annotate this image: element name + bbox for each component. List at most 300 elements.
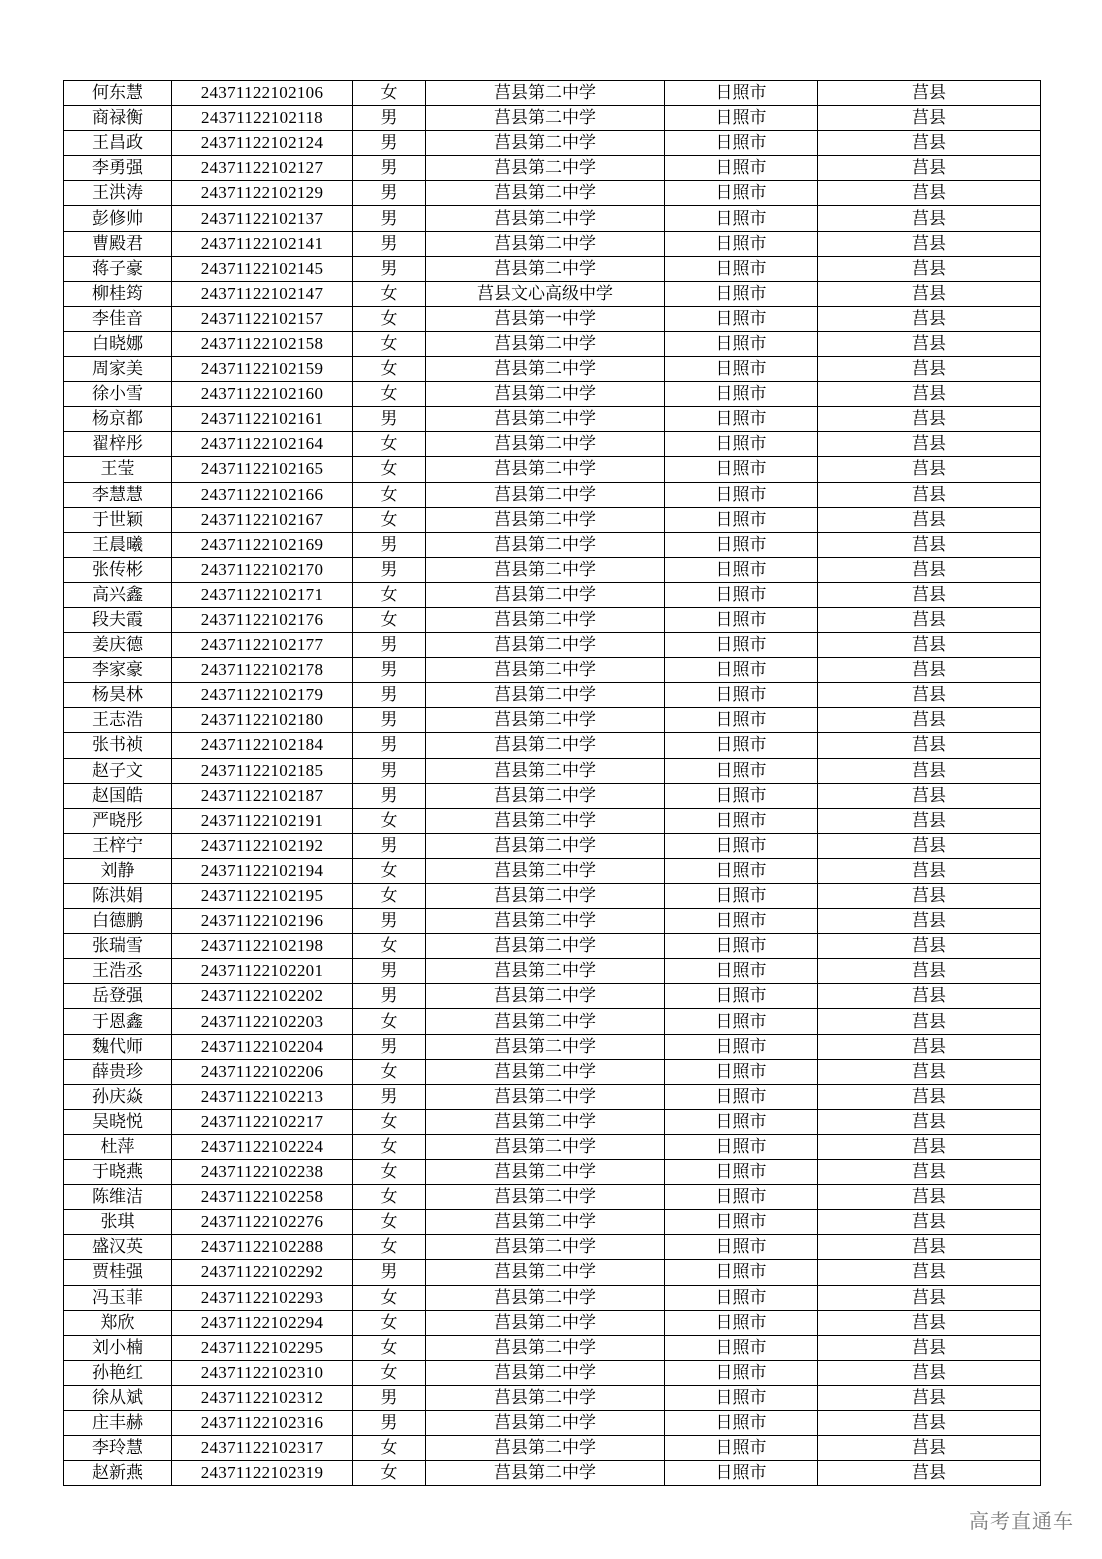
county-cell: 莒县 [818,1185,1041,1210]
gender-cell: 女 [353,607,426,632]
exam-number-cell: 24371122102137 [172,206,353,231]
exam-number-cell: 24371122102288 [172,1235,353,1260]
table-row [64,808,1041,833]
county-cell: 莒县 [818,432,1041,457]
gender-cell: 女 [353,1134,426,1159]
gender-cell: 女 [353,281,426,306]
gender-cell: 女 [353,357,426,382]
student-name-cell: 郑欣 [64,1310,172,1335]
exam-number-cell: 24371122102192 [172,833,353,858]
gender-cell: 女 [353,1009,426,1034]
student-name-cell: 杜萍 [64,1134,172,1159]
gender-cell: 女 [353,457,426,482]
gender-cell: 女 [353,1185,426,1210]
exam-number-cell: 24371122102185 [172,758,353,783]
table-row [64,281,1041,306]
school-cell: 莒县第二中学 [426,532,665,557]
table-row [64,1260,1041,1285]
student-name-cell: 严晓彤 [64,808,172,833]
table-row [64,482,1041,507]
county-cell: 莒县 [818,1360,1041,1385]
table-row [64,1436,1041,1461]
student-name-cell: 贾桂强 [64,1260,172,1285]
student-name-cell: 柳桂筠 [64,281,172,306]
county-cell: 莒县 [818,181,1041,206]
table-row [64,1210,1041,1235]
student-name-cell: 于世颖 [64,507,172,532]
table-row [64,909,1041,934]
student-name-cell: 赵国皓 [64,783,172,808]
county-cell: 莒县 [818,357,1041,382]
table-row [64,357,1041,382]
gender-cell: 男 [353,256,426,281]
table-row [64,1134,1041,1159]
school-cell: 莒县第二中学 [426,884,665,909]
gender-cell: 女 [353,1461,426,1486]
gender-cell: 男 [353,633,426,658]
gender-cell: 女 [353,482,426,507]
gender-cell: 男 [353,959,426,984]
gender-cell: 男 [353,683,426,708]
school-cell: 莒县第二中学 [426,407,665,432]
city-cell: 日照市 [665,281,818,306]
student-name-cell: 王梓宁 [64,833,172,858]
gender-cell: 男 [353,833,426,858]
city-cell: 日照市 [665,206,818,231]
school-cell: 莒县第二中学 [426,1134,665,1159]
student-name-cell: 蒋子豪 [64,256,172,281]
city-cell: 日照市 [665,658,818,683]
gender-cell: 女 [353,1310,426,1335]
county-cell: 莒县 [818,934,1041,959]
gender-cell: 女 [353,582,426,607]
school-cell: 莒县第二中学 [426,256,665,281]
school-cell: 莒县第二中学 [426,1160,665,1185]
gender-cell: 男 [353,1410,426,1435]
school-cell: 莒县第二中学 [426,106,665,131]
city-cell: 日照市 [665,884,818,909]
exam-number-cell: 24371122102206 [172,1059,353,1084]
exam-number-cell: 24371122102159 [172,357,353,382]
gender-cell: 男 [353,106,426,131]
county-cell: 莒县 [818,633,1041,658]
city-cell: 日照市 [665,131,818,156]
city-cell: 日照市 [665,1109,818,1134]
roster-table [63,80,1041,1486]
table-row [64,959,1041,984]
county-cell: 莒县 [818,733,1041,758]
student-name-cell: 段夫霞 [64,607,172,632]
gender-cell: 女 [353,1059,426,1084]
student-name-cell: 吴晓悦 [64,1109,172,1134]
exam-number-cell: 24371122102319 [172,1461,353,1486]
exam-number-cell: 24371122102202 [172,984,353,1009]
city-cell: 日照市 [665,1009,818,1034]
table-row [64,1084,1041,1109]
student-name-cell: 王洪涛 [64,181,172,206]
student-name-cell: 赵子文 [64,758,172,783]
exam-number-cell: 24371122102204 [172,1034,353,1059]
city-cell: 日照市 [665,1461,818,1486]
county-cell: 莒县 [818,507,1041,532]
gender-cell: 男 [353,1084,426,1109]
exam-number-cell: 24371122102213 [172,1084,353,1109]
student-name-cell: 白晓娜 [64,331,172,356]
gender-cell: 女 [353,808,426,833]
school-cell: 莒县第二中学 [426,1210,665,1235]
table-row [64,633,1041,658]
exam-number-cell: 24371122102178 [172,658,353,683]
exam-number-cell: 24371122102177 [172,633,353,658]
city-cell: 日照市 [665,1410,818,1435]
student-name-cell: 张书祯 [64,733,172,758]
city-cell: 日照市 [665,482,818,507]
exam-number-cell: 24371122102224 [172,1134,353,1159]
county-cell: 莒县 [818,482,1041,507]
county-cell: 莒县 [818,457,1041,482]
county-cell: 莒县 [818,106,1041,131]
city-cell: 日照市 [665,909,818,934]
gender-cell: 女 [353,432,426,457]
school-cell: 莒县第二中学 [426,1285,665,1310]
gender-cell: 男 [353,658,426,683]
county-cell: 莒县 [818,1034,1041,1059]
student-name-cell: 王浩丞 [64,959,172,984]
school-cell: 莒县第二中学 [426,231,665,256]
school-cell: 莒县第二中学 [426,758,665,783]
gender-cell: 女 [353,1436,426,1461]
school-cell: 莒县第二中学 [426,1059,665,1084]
student-name-cell: 李慧慧 [64,482,172,507]
exam-number-cell: 24371122102166 [172,482,353,507]
school-cell: 莒县第二中学 [426,1034,665,1059]
student-name-cell: 庄丰赫 [64,1410,172,1435]
city-cell: 日照市 [665,984,818,1009]
exam-number-cell: 24371122102158 [172,331,353,356]
school-cell: 莒县第二中学 [426,909,665,934]
city-cell: 日照市 [665,81,818,106]
gender-cell: 男 [353,758,426,783]
school-cell: 莒县第二中学 [426,1310,665,1335]
county-cell: 莒县 [818,758,1041,783]
table-row [64,758,1041,783]
student-name-cell: 白德鹏 [64,909,172,934]
school-cell: 莒县第二中学 [426,582,665,607]
school-cell: 莒县第二中学 [426,1385,665,1410]
county-cell: 莒县 [818,708,1041,733]
exam-number-cell: 24371122102180 [172,708,353,733]
school-cell: 莒县第二中学 [426,206,665,231]
watermark-text: 高考直通车 [969,1509,1074,1533]
county-cell: 莒县 [818,582,1041,607]
student-name-cell: 李勇强 [64,156,172,181]
gender-cell: 男 [353,407,426,432]
county-cell: 莒县 [818,833,1041,858]
table-row [64,1385,1041,1410]
city-cell: 日照市 [665,808,818,833]
city-cell: 日照市 [665,557,818,582]
city-cell: 日照市 [665,432,818,457]
exam-number-cell: 24371122102198 [172,934,353,959]
city-cell: 日照市 [665,1160,818,1185]
county-cell: 莒县 [818,81,1041,106]
school-cell: 莒县第二中学 [426,733,665,758]
county-cell: 莒县 [818,683,1041,708]
city-cell: 日照市 [665,633,818,658]
exam-number-cell: 24371122102145 [172,256,353,281]
table-row [64,858,1041,883]
gender-cell: 男 [353,1034,426,1059]
table-row [64,156,1041,181]
county-cell: 莒县 [818,1210,1041,1235]
city-cell: 日照市 [665,306,818,331]
school-cell: 莒县第二中学 [426,959,665,984]
table-row [64,557,1041,582]
school-cell: 莒县第二中学 [426,131,665,156]
table-row [64,1461,1041,1486]
exam-number-cell: 24371122102170 [172,557,353,582]
city-cell: 日照市 [665,783,818,808]
county-cell: 莒县 [818,557,1041,582]
city-cell: 日照市 [665,733,818,758]
table-row [64,582,1041,607]
exam-number-cell: 24371122102106 [172,81,353,106]
exam-number-cell: 24371122102295 [172,1335,353,1360]
gender-cell: 女 [353,858,426,883]
student-name-cell: 王志浩 [64,708,172,733]
county-cell: 莒县 [818,156,1041,181]
table-row [64,607,1041,632]
student-name-cell: 孙庆焱 [64,1084,172,1109]
gender-cell: 女 [353,1335,426,1360]
table-row [64,658,1041,683]
city-cell: 日照市 [665,1185,818,1210]
gender-cell: 男 [353,206,426,231]
exam-number-cell: 24371122102258 [172,1185,353,1210]
student-name-cell: 杨京都 [64,407,172,432]
gender-cell: 女 [353,507,426,532]
gender-cell: 女 [353,934,426,959]
city-cell: 日照市 [665,457,818,482]
exam-number-cell: 24371122102201 [172,959,353,984]
county-cell: 莒县 [818,256,1041,281]
county-cell: 莒县 [818,1410,1041,1435]
student-name-cell: 徐小雪 [64,382,172,407]
city-cell: 日照市 [665,833,818,858]
city-cell: 日照市 [665,858,818,883]
school-cell: 莒县第二中学 [426,1009,665,1034]
exam-number-cell: 24371122102118 [172,106,353,131]
student-name-cell: 陈洪娟 [64,884,172,909]
county-cell: 莒县 [818,858,1041,883]
student-name-cell: 王昌政 [64,131,172,156]
student-name-cell: 姜庆德 [64,633,172,658]
county-cell: 莒县 [818,306,1041,331]
county-cell: 莒县 [818,382,1041,407]
student-name-cell: 薛贵珍 [64,1059,172,1084]
exam-number-cell: 24371122102292 [172,1260,353,1285]
exam-number-cell: 24371122102217 [172,1109,353,1134]
student-name-cell: 陈维洁 [64,1185,172,1210]
student-name-cell: 于晓燕 [64,1160,172,1185]
exam-number-cell: 24371122102310 [172,1360,353,1385]
exam-number-cell: 24371122102160 [172,382,353,407]
student-name-cell: 于恩鑫 [64,1009,172,1034]
gender-cell: 男 [353,131,426,156]
county-cell: 莒县 [818,1260,1041,1285]
city-cell: 日照市 [665,1235,818,1260]
city-cell: 日照市 [665,331,818,356]
county-cell: 莒县 [818,984,1041,1009]
county-cell: 莒县 [818,331,1041,356]
student-name-cell: 盛汉英 [64,1235,172,1260]
table-row [64,1310,1041,1335]
city-cell: 日照市 [665,1285,818,1310]
exam-number-cell: 24371122102195 [172,884,353,909]
city-cell: 日照市 [665,1210,818,1235]
city-cell: 日照市 [665,507,818,532]
county-cell: 莒县 [818,1084,1041,1109]
school-cell: 莒县第二中学 [426,1461,665,1486]
student-name-cell: 张传彬 [64,557,172,582]
school-cell: 莒县第二中学 [426,457,665,482]
county-cell: 莒县 [818,407,1041,432]
city-cell: 日照市 [665,1084,818,1109]
gender-cell: 女 [353,331,426,356]
student-name-cell: 张琪 [64,1210,172,1235]
exam-number-cell: 24371122102203 [172,1009,353,1034]
exam-number-cell: 24371122102171 [172,582,353,607]
gender-cell: 女 [353,884,426,909]
gender-cell: 男 [353,1260,426,1285]
county-cell: 莒县 [818,231,1041,256]
student-name-cell: 刘小楠 [64,1335,172,1360]
gender-cell: 女 [353,1109,426,1134]
county-cell: 莒县 [818,658,1041,683]
gender-cell: 男 [353,984,426,1009]
county-cell: 莒县 [818,1436,1041,1461]
exam-number-cell: 24371122102276 [172,1210,353,1235]
city-cell: 日照市 [665,156,818,181]
table-row [64,1109,1041,1134]
city-cell: 日照市 [665,934,818,959]
roster-table-body [64,81,1041,1486]
school-cell: 莒县第二中学 [426,1260,665,1285]
county-cell: 莒县 [818,532,1041,557]
exam-number-cell: 24371122102293 [172,1285,353,1310]
county-cell: 莒县 [818,1109,1041,1134]
gender-cell: 男 [353,557,426,582]
table-row [64,256,1041,281]
county-cell: 莒县 [818,1335,1041,1360]
school-cell: 莒县第二中学 [426,1084,665,1109]
gender-cell: 男 [353,909,426,934]
county-cell: 莒县 [818,1310,1041,1335]
student-name-cell: 冯玉菲 [64,1285,172,1310]
gender-cell: 男 [353,181,426,206]
gender-cell: 女 [353,306,426,331]
city-cell: 日照市 [665,382,818,407]
school-cell: 莒县第二中学 [426,633,665,658]
table-row [64,683,1041,708]
student-name-cell: 李家豪 [64,658,172,683]
student-name-cell: 杨昊林 [64,683,172,708]
school-cell: 莒县第二中学 [426,683,665,708]
school-cell: 莒县第二中学 [426,934,665,959]
student-name-cell: 商禄衡 [64,106,172,131]
city-cell: 日照市 [665,1385,818,1410]
county-cell: 莒县 [818,1160,1041,1185]
table-row [64,1335,1041,1360]
city-cell: 日照市 [665,959,818,984]
city-cell: 日照市 [665,1360,818,1385]
school-cell: 莒县第二中学 [426,1235,665,1260]
table-row [64,984,1041,1009]
school-cell: 莒县第二中学 [426,181,665,206]
county-cell: 莒县 [818,1009,1041,1034]
gender-cell: 女 [353,81,426,106]
exam-number-cell: 24371122102169 [172,532,353,557]
table-row [64,1185,1041,1210]
table-row [64,708,1041,733]
table-row [64,1410,1041,1435]
school-cell: 莒县第二中学 [426,808,665,833]
table-row [64,457,1041,482]
county-cell: 莒县 [818,783,1041,808]
city-cell: 日照市 [665,758,818,783]
school-cell: 莒县第二中学 [426,783,665,808]
table-row [64,1160,1041,1185]
table-row [64,1235,1041,1260]
student-name-cell: 曹殿君 [64,231,172,256]
table-row [64,331,1041,356]
city-cell: 日照市 [665,256,818,281]
county-cell: 莒县 [818,206,1041,231]
table-row [64,106,1041,131]
city-cell: 日照市 [665,357,818,382]
school-cell: 莒县第二中学 [426,1185,665,1210]
school-cell: 莒县第二中学 [426,1410,665,1435]
city-cell: 日照市 [665,181,818,206]
county-cell: 莒县 [818,909,1041,934]
gender-cell: 女 [353,1235,426,1260]
school-cell: 莒县第二中学 [426,382,665,407]
student-name-cell: 彭修帅 [64,206,172,231]
school-cell: 莒县第二中学 [426,607,665,632]
table-row [64,306,1041,331]
exam-number-cell: 24371122102157 [172,306,353,331]
city-cell: 日照市 [665,407,818,432]
table-row [64,833,1041,858]
gender-cell: 女 [353,382,426,407]
city-cell: 日照市 [665,1310,818,1335]
school-cell: 莒县第一中学 [426,306,665,331]
table-row [64,733,1041,758]
gender-cell: 男 [353,1385,426,1410]
student-name-cell: 张瑞雪 [64,934,172,959]
school-cell: 莒县第二中学 [426,432,665,457]
exam-number-cell: 24371122102167 [172,507,353,532]
exam-number-cell: 24371122102161 [172,407,353,432]
table-row [64,206,1041,231]
exam-number-cell: 24371122102184 [172,733,353,758]
school-cell: 莒县第二中学 [426,1109,665,1134]
school-cell: 莒县第二中学 [426,658,665,683]
gender-cell: 男 [353,532,426,557]
table-row [64,81,1041,106]
city-cell: 日照市 [665,106,818,131]
exam-number-cell: 24371122102165 [172,457,353,482]
